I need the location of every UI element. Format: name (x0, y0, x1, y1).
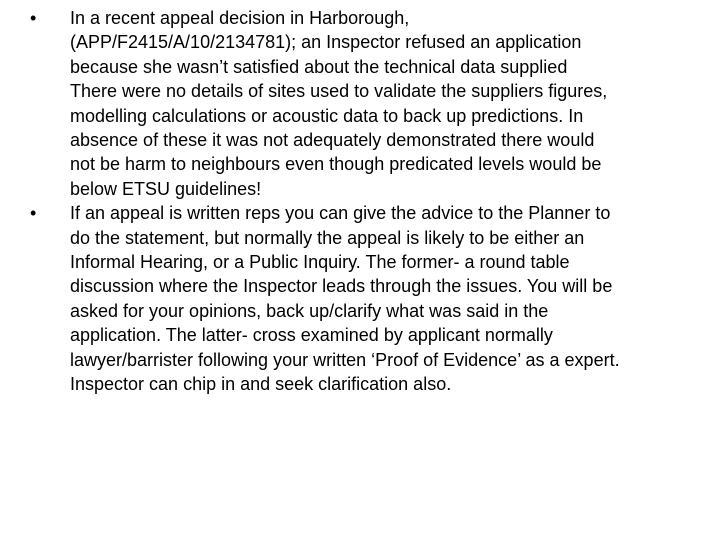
bullet-list (30, 6, 690, 397)
bullet-item-appeal-decision (30, 6, 690, 201)
bullet-item-appeal-process (30, 201, 690, 396)
bullet-icon: • (30, 203, 37, 224)
bullet-text: In a recent appeal decision in Harborough, (APP/F2415/A/10/2134781); an Inspector refused an application because she wasn’t satisfied about the technical data supplied There were no details of sites used to validate the suppliers figures, modelling calculations or acoustic data to back up predictions. In absence of these it was not adequately demonstrated there would not be harm to neighbours even though predicated levels would be below ETSU guidelines! (70, 8, 608, 199)
bullet-text: If an appeal is written reps you can give the advice to the Planner to do the statement, but normally the appeal is likely to be either an Informal Hearing, or a Public Inquiry. The former- a round table discussion where the Inspector leads through the issues. You will be asked for your opinions, back up/clarify what was said in the application. The latter- cross examined by applicant normally lawyer/barrister following your written ‘Proof of Evidence’ as a expert. Inspector can chip in and seek clarification also. (70, 203, 620, 395)
bullet-icon: • (30, 8, 37, 28)
